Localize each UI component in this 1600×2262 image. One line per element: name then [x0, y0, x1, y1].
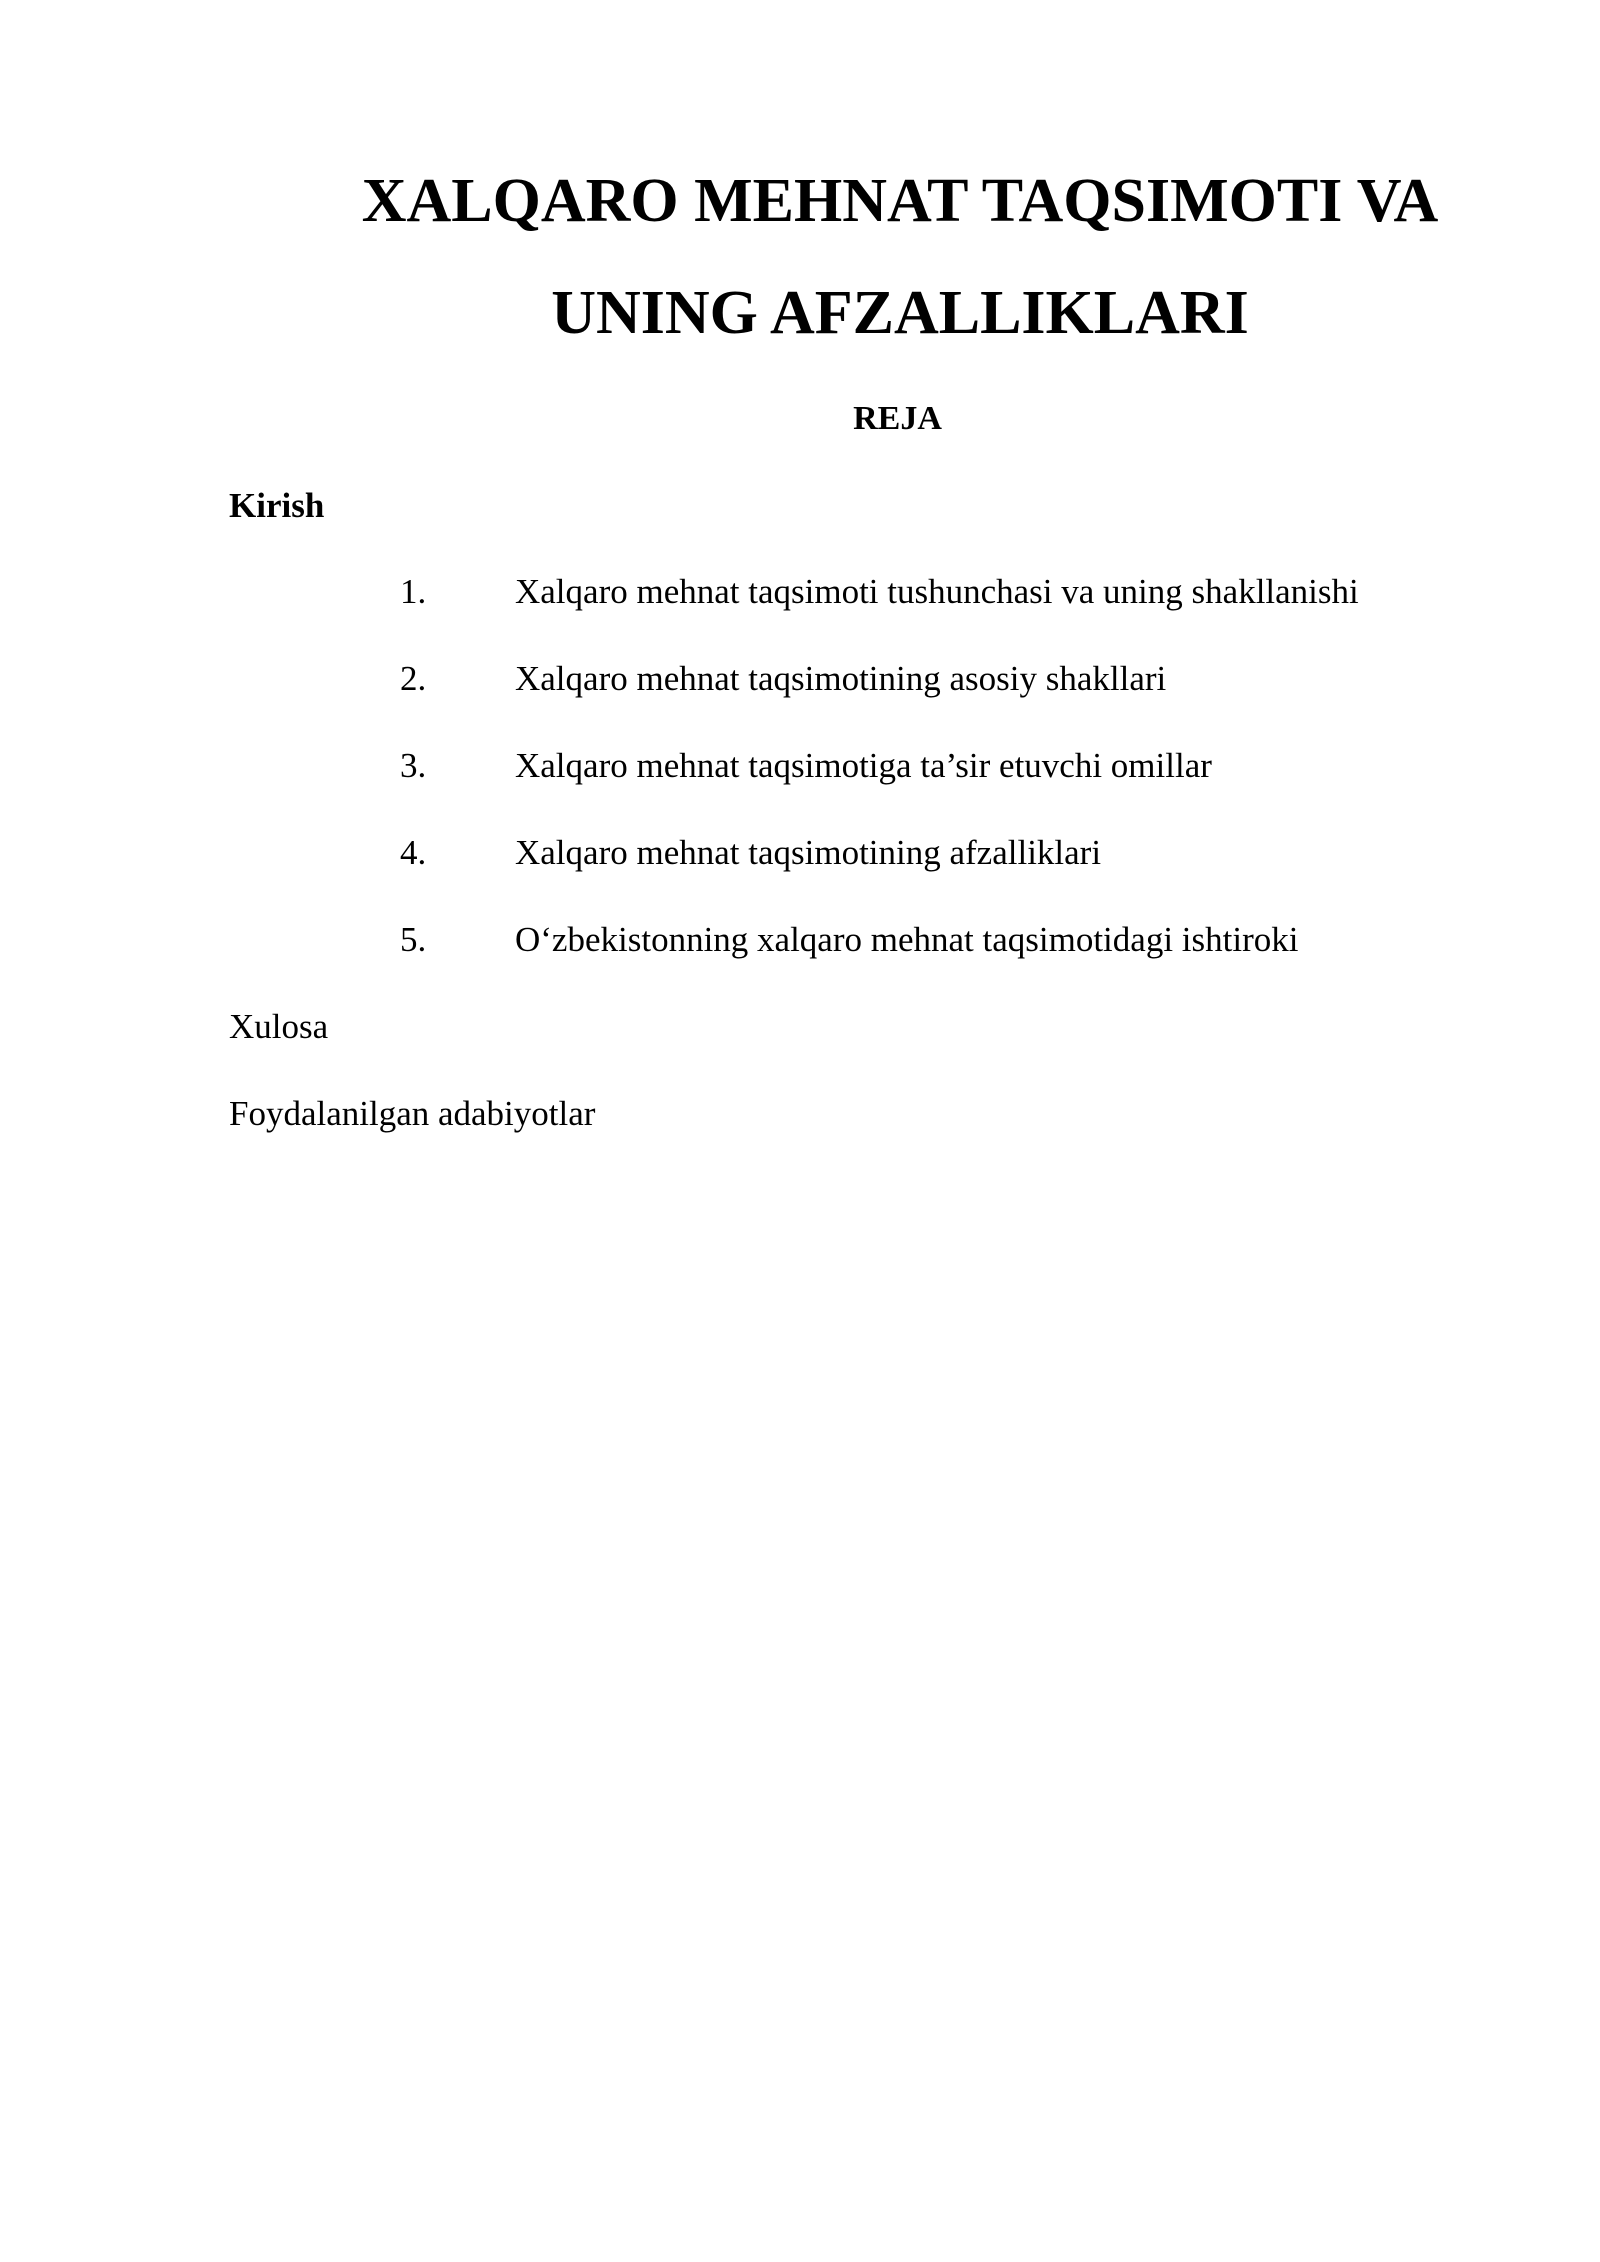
plan-item-number: 3.: [400, 746, 427, 785]
plan-item-text: Xalqaro mehnat taqsimotining afzalliklari: [515, 833, 1102, 872]
title-line-1: XALQARO MEHNAT TAQSIMOTI VA: [361, 167, 1439, 235]
title-line-2: UNING AFZALLIKLARI: [551, 279, 1249, 347]
plan-item-number: 5.: [400, 920, 427, 959]
plan-item: [400, 918, 1359, 1005]
plan-item: [400, 657, 1359, 744]
plan-item-text: Xalqaro mehnat taqsimotiga ta’sir etuvchi omillar: [515, 746, 1212, 785]
plan-item: [400, 831, 1359, 918]
document-title: [230, 145, 1570, 369]
plan-item-number: 2.: [400, 659, 427, 698]
plan-list: [400, 570, 1359, 1005]
intro-heading: Kirish: [229, 486, 325, 525]
plan-item: [400, 570, 1359, 657]
plan-item-number: 1.: [400, 572, 427, 611]
references-heading: Foydalanilgan adabiyotlar: [229, 1094, 596, 1133]
plan-heading: REJA: [853, 400, 942, 437]
conclusion-heading: Xulosa: [229, 1007, 329, 1046]
plan-item-text: Xalqaro mehnat taqsimotining asosiy shakllari: [515, 659, 1167, 698]
plan-item-text: Xalqaro mehnat taqsimoti tushunchasi va uning shakllanishi: [515, 572, 1359, 611]
plan-item: [400, 744, 1359, 831]
plan-item-text: O‘zbekistonning xalqaro mehnat taqsimotidagi ishtiroki: [515, 920, 1299, 959]
plan-item-number: 4.: [400, 833, 427, 872]
